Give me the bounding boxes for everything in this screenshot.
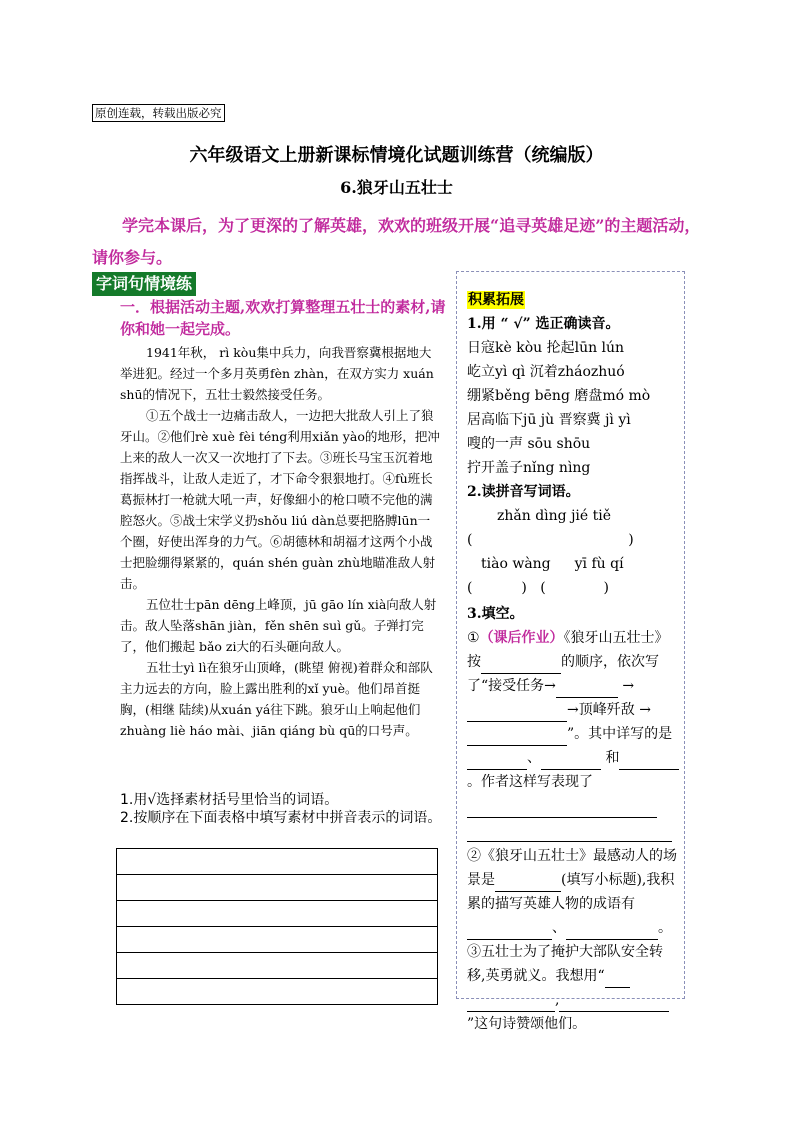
- blank-field[interactable]: [619, 753, 679, 770]
- copyright-tag: 原创连载，转载出版必究: [92, 104, 225, 122]
- fill-text: 。作者这样写表现了: [467, 774, 593, 790]
- fill-blank-title: 3.填空。: [467, 606, 524, 622]
- extension-title: 积累拓展: [468, 292, 524, 308]
- fill-text: →: [639, 702, 651, 718]
- blank-field[interactable]: [467, 923, 552, 940]
- answer-cell[interactable]: [117, 875, 438, 901]
- blank-field[interactable]: [495, 875, 561, 892]
- fill-text: (填写小标题),我积累的描写英雄人物的成语有: [467, 872, 675, 912]
- answer-cell[interactable]: [117, 979, 438, 1005]
- blank-field[interactable]: [467, 729, 567, 746]
- blank-field[interactable]: [467, 825, 672, 842]
- blank-field[interactable]: [559, 995, 669, 1012]
- homework-label: （课后作业）: [479, 630, 564, 646]
- fill-text: ,: [555, 992, 560, 1008]
- table-row: [117, 953, 438, 979]
- fill-text: ③五壮士为了掩护大部队安全转移,英勇就义。我想用“: [467, 944, 663, 984]
- answer-brackets-2[interactable]: ( ) ( ): [467, 580, 610, 596]
- pinyin-item: tiào wàng: [481, 556, 551, 572]
- answer-cell[interactable]: [117, 849, 438, 875]
- pronunciation-item[interactable]: 绷紧běng bēng 磨盘mó mò: [467, 388, 651, 404]
- task-heading: 一．根据活动主题,欢欢打算整理五壮士的素材,请你和她一起完成。: [120, 298, 446, 338]
- table-row: [117, 979, 438, 1005]
- table-row: [117, 849, 438, 875]
- pronunciation-title: 1.用 “ √” 选正确读音。: [467, 316, 620, 332]
- passage-paragraph: ①五个战士一边痛击敌人，一边把大批敌人引上了狼牙山。②他们rè xuè fèi téng利用xiǎn yào的地形，把冲上来的敌人一次又一次地打了下去。③班长马宝玉沉着地指挥战斗，让敌人走近了，才下命令狠狠地打。④fù班长葛振林打一枪就大吼一声，好像細小的枪口喷不完他的满腔怒火。⑤战士宋学义扔shǒu liú dàn总要把胳膊lūn一个圈，好使出浑身的力气。⑥胡德林和胡福才这两个小战士把脸绷得紧紧的，quán shén guàn zhù地瞄准敌人射击。: [120, 408, 440, 591]
- fill-text: →顶峰歼敌: [567, 702, 635, 718]
- pinyin-item: yī fù qí: [574, 556, 624, 572]
- fill-text: →: [622, 678, 635, 694]
- answer-table: [116, 848, 438, 1005]
- table-row: [117, 875, 438, 901]
- passage-paragraph: 五位壮士pān dēng上峰顶，jū gāo lín xià向敌人射击。敌人坠落shān jiàn，fěn shēn suì gǔ。子弹打完了，他们搬起 bǎo zi大的石头砸向敌人。: [120, 597, 437, 654]
- blank-field[interactable]: [605, 971, 630, 988]
- answer-brackets-1[interactable]: ( ): [467, 532, 634, 548]
- pinyin-line-1: zhǎn dìng jié tiě: [497, 508, 612, 524]
- answer-cell[interactable]: [117, 901, 438, 927]
- pinyin-line-2: [467, 552, 681, 576]
- fill-text: 、: [527, 750, 541, 766]
- pronunciation-item[interactable]: 拧开盖子nǐng nìng: [467, 460, 591, 476]
- reading-passage: [120, 342, 440, 741]
- extension-content: [467, 288, 681, 1036]
- blank-field[interactable]: [467, 753, 527, 770]
- passage-paragraph: 五壮士yì lì在狼牙山顶峰，(眺望 俯视)着群众和部队主力远去的方向，脸上露出胜利的xǐ yuè。他们昂首挺胸，(相继 陆续)从xuán yá往下跳。狼牙山上响起他们zhuàng liè háo mài、jiān qiáng bù qū的口号声。: [120, 660, 433, 738]
- pronunciation-item[interactable]: 屹立yì qì 沉着zháozhuó: [467, 364, 625, 380]
- pronunciation-item[interactable]: 日寇kè kòu 抡起lūn lún: [467, 340, 625, 356]
- fill-text: 《狼牙山五壮士》按: [467, 630, 669, 670]
- answer-cell[interactable]: [117, 927, 438, 953]
- pronunciation-item[interactable]: 嗖的一声 sōu shōu: [467, 436, 591, 452]
- blank-field[interactable]: [556, 681, 618, 698]
- fill-blank-2: [467, 844, 681, 940]
- blank-field[interactable]: [467, 995, 555, 1012]
- answer-cell[interactable]: [117, 953, 438, 979]
- blank-field[interactable]: [481, 657, 561, 674]
- table-row: [117, 901, 438, 927]
- pronunciation-item[interactable]: 居高临下jū jù 晋察冀 jì yì: [467, 412, 631, 428]
- blank-field[interactable]: [467, 801, 657, 818]
- fill-text: 、: [552, 920, 566, 936]
- blank-field[interactable]: [541, 753, 601, 770]
- passage-paragraph: 1941年秋， rì kòu集中兵力，向我晋察冀根据地大举进犯。经过一个多月英勇fèn zhàn，在双方实力 xuán shū的情况下，五壮士毅然接受任务。: [120, 345, 434, 402]
- pinyin-writing-title: 2.读拼音写词语。: [467, 484, 580, 500]
- fill-blank-3: [467, 940, 681, 1036]
- table-row: [117, 927, 438, 953]
- fill-text: 。: [658, 920, 672, 936]
- question-2: 2.按顺序在下面表格中填写素材中拼音表示的词语。: [120, 810, 442, 826]
- section-label: 字词句情境练: [92, 272, 196, 296]
- lesson-title: 6.狼牙山五壮士: [340, 178, 453, 197]
- page-title: 六年级语文上册新课标情境化试题训练营（统编版）: [189, 145, 604, 166]
- intro-text: 学完本课后，为了更深的了解英雄，欢欢的班级开展“追寻英雄足迹”的主题活动，请你参与。: [92, 216, 701, 267]
- fill-text: 的顺序，依次写了“接受任务→: [467, 654, 659, 694]
- question-1: 1.用√选择素材括号里恰当的词语。: [120, 792, 339, 808]
- blank-field[interactable]: [467, 705, 567, 722]
- item-number: ①: [467, 630, 480, 646]
- fill-text: ”这句诗赞颂他们。: [467, 1016, 587, 1032]
- fill-text: 和: [605, 750, 620, 766]
- fill-text: ②《狼牙山五壮士》最感动人的场景是: [467, 848, 677, 888]
- fill-text: ”。其中详写的是: [567, 726, 673, 742]
- blank-field[interactable]: [566, 923, 658, 940]
- fill-blank-1: [467, 626, 681, 842]
